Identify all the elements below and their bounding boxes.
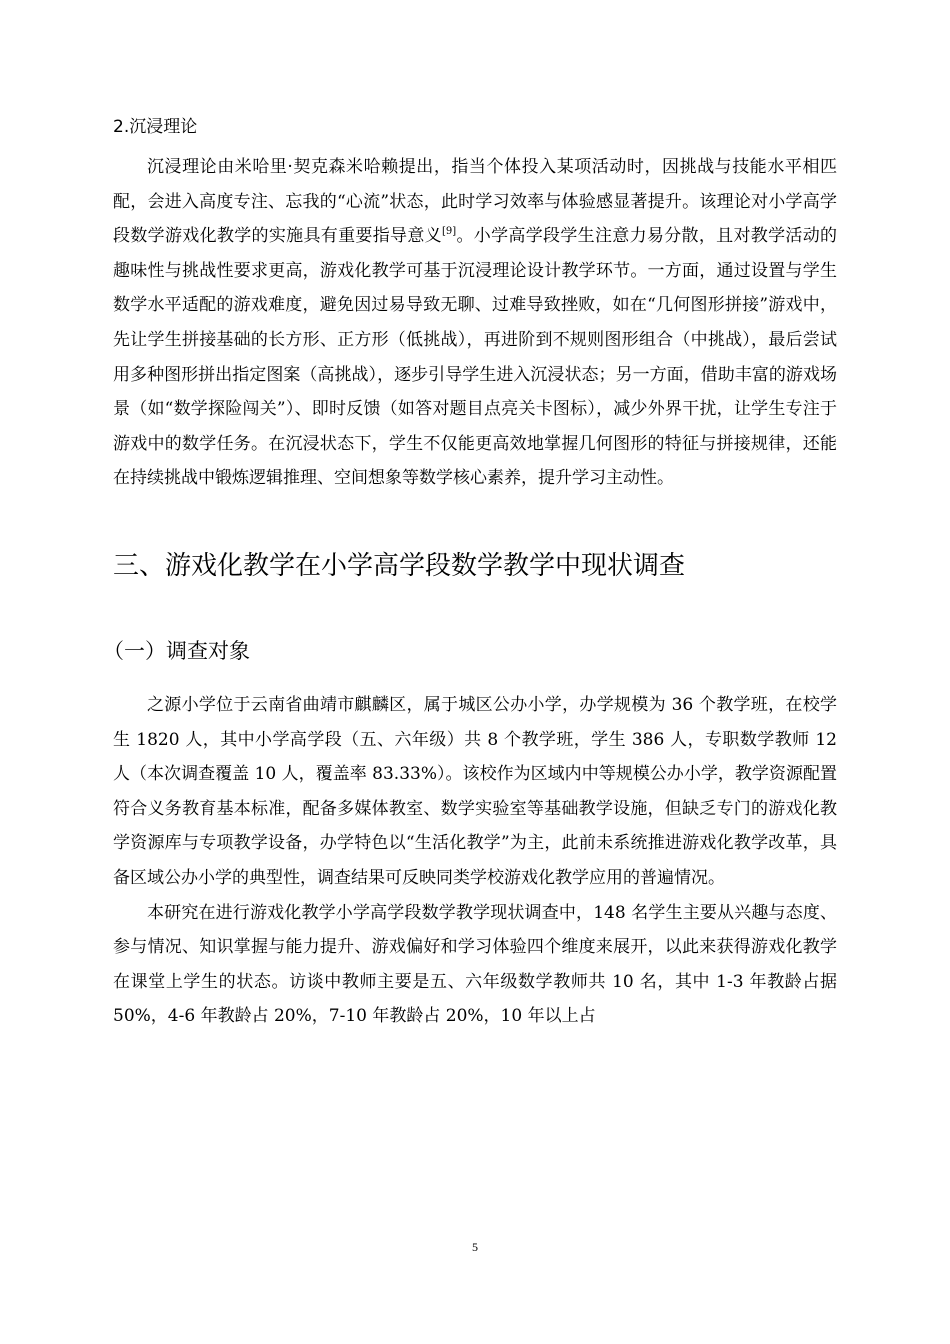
paragraph-text: 。小学高学段学生注意力易分散，且对教学活动的趣味性与挑战性要求更高，游戏化教学可基于沉浸理论设计教学环节。一方面，通过设置与学生数学水平适配的游戏难度，避免因过易导致无聊、过难导致挫败，如在“几何图形拼接”游戏中，先让学生拼接基础的长方形、正方形（低挑战），再进阶到不规则图形组合（中挑战），最后尝试用多种图形拼出指定图案（高挑战），逐步引导学生进入沉浸状态；另一方面，借助丰富的游戏场景（如“数学探险闯关”）、即时反馈（如答对题目点亮关卡图标），减少外界干扰，让学生专注于游戏中的数学任务。在沉浸状态下，学生不仅能更高效地掌握几何图形的特征与拼接规律，还能在持续挑战中锻炼逻辑推理、空间想象等数学核心素养，提升学习主动性。 bbox=[113, 226, 838, 489]
subsection-title-survey-subjects: （一）调查对象 bbox=[103, 638, 250, 663]
survey-method-paragraph: 本研究在进行游戏化教学小学高学段数学教学现状调查中，148 名学生主要从兴趣与态度、参与情况、知识掌握与能力提升、游戏偏好和学习体验四个维度来展开，以此来获得游戏化教学在课堂上学生的状态。访谈中教师主要是五、六年级数学教师共 10 名，其中 1-3 年教龄占据 50%，4-6 年教龄占 20%，7-10 年教龄占 20%，10 年以上占 bbox=[113, 902, 837, 1027]
page-content bbox=[103, 110, 838, 1034]
section-heading-immersion-theory: 2.沉浸理论 bbox=[113, 117, 198, 137]
page-number: 5 bbox=[472, 1240, 478, 1254]
survey-school-paragraph: 之源小学位于云南省曲靖市麒麟区，属于城区公办小学，办学规模为 36 个教学班，在校学生 1820 人，其中小学高学段（五、六年级）共 8 个教学班，学生 386 人，专职数学教师 12 人（本次调查覆盖 10 人，覆盖率 83.33%）。该校作为区域内中等规模公办小学，教学资源配置符合义务教育基本标准，配备多媒体教室、数学实验室等基础教学设施，但缺乏专门的游戏化教学资源库与专项教学设备，办学特色以“生活化教学”为主，此前未系统推进游戏化教学改革，具备区域公办小学的典型性，调查结果可反映同类学校游戏化教学应用的普遍情况。 bbox=[113, 694, 837, 888]
citation-reference: [9] bbox=[441, 226, 457, 238]
immersion-theory-paragraph bbox=[113, 150, 837, 496]
chapter-title: 三、游戏化教学在小学高学段数学教学中现状调查 bbox=[113, 550, 686, 581]
paragraph-text: 沉浸理论由米哈里·契克森米哈赖提出，指当个体投入某项活动时，因挑战与技能水平相匹配，会进入高度专注、忘我的“心流”状态，此时学习效率与体验感显著提升。该理论对小学高学段数学游戏化教学的实施具有重要指导意义 bbox=[113, 157, 837, 247]
